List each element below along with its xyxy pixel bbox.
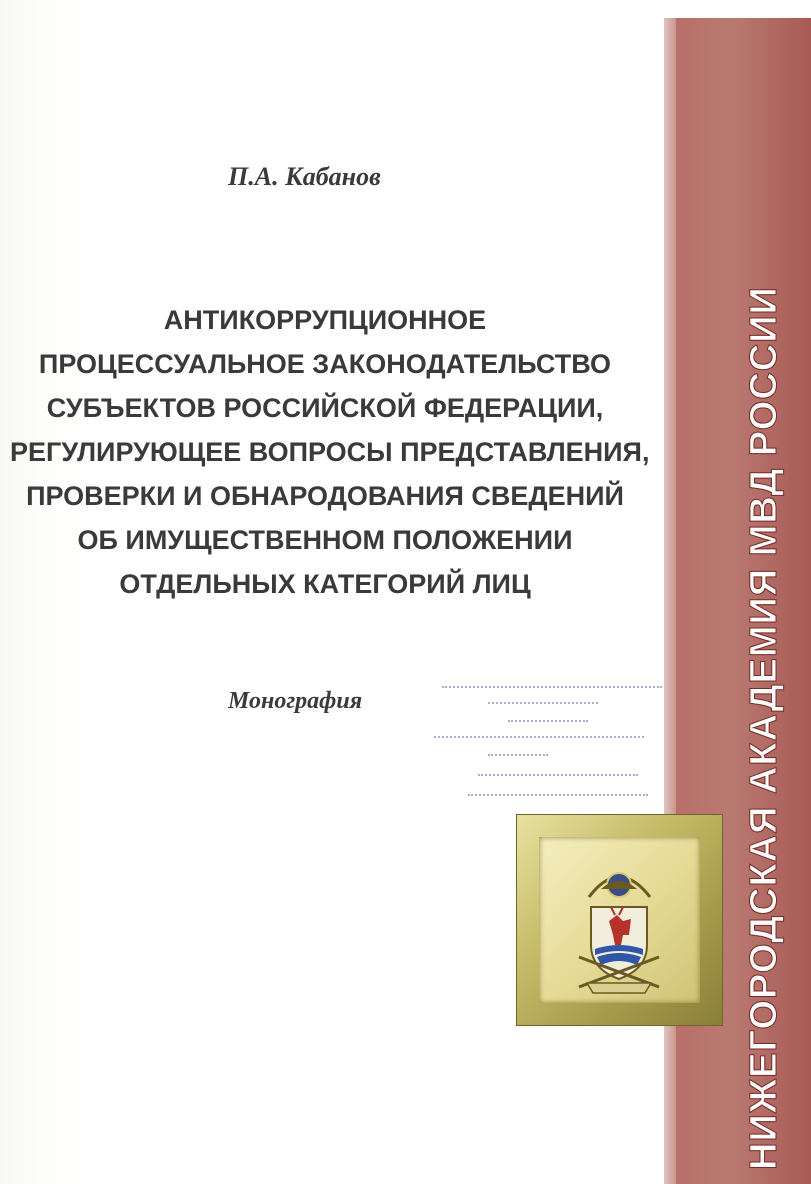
author-name: П.А. Кабанов [228, 162, 381, 191]
book-title [10, 298, 650, 606]
emblem-frame [517, 815, 722, 1025]
title-line: РЕГУЛИРУЮЩЕЕ ВОПРОСЫ ПРЕДСТАВЛЕНИЯ, [10, 437, 650, 467]
title-line: СУБЪЕКТОВ РОССИЙСКОЙ ФЕДЕРАЦИИ, [46, 393, 604, 423]
title-line: ПРОВЕРКИ И ОБНАРОДОВАНИЯ СВЕДЕНИЙ [26, 481, 624, 511]
library-stamp [428, 672, 668, 814]
title-line: АНТИКОРРУПЦИОННОЕ [163, 305, 487, 335]
title-line: ОТДЕЛЬНЫХ КАТЕГОРИЙ ЛИЦ [119, 569, 531, 599]
publisher-name: НИЖЕГОРОДСКАЯ АКАДЕМИЯ МВД РОССИИ [743, 286, 785, 1170]
title-line: ПРОЦЕССУАЛЬНОЕ ЗАКОНОДАТЕЛЬСТВО [38, 349, 612, 379]
genre-label: Монография [228, 688, 363, 714]
title-line: ОБ ИМУЩЕСТВЕННОМ ПОЛОЖЕНИИ [77, 525, 573, 555]
academy-emblem-icon [539, 837, 700, 1003]
